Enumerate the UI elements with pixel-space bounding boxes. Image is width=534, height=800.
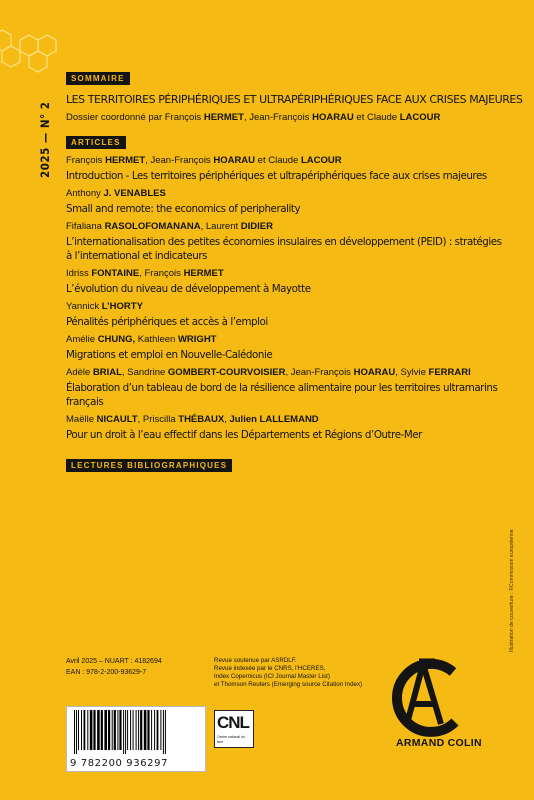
date-nuart: Avril 2025 – NUART : 4182694	[66, 658, 162, 665]
barcode-bar	[76, 710, 77, 754]
support-line: Revue soutenue par ASRDLF.	[214, 657, 297, 664]
article-title: Small and remote: the economics of peripherality	[66, 203, 301, 215]
article-authors: Yannick L’HORTY	[66, 301, 143, 312]
barcode-bar	[133, 710, 134, 750]
barcode-bar	[87, 710, 88, 750]
dossier-title: LES TERRITOIRES PÉRIPHÉRIQUES ET ULTRAPÉRIPHÉRIQUES FACE AUX CRISES MAJEURES	[66, 93, 523, 106]
issue-number: 2025 — N° 2	[38, 101, 52, 178]
barcode-bar	[104, 710, 107, 750]
article-entry	[66, 155, 506, 183]
article-authors: Anthony J. VENABLES	[66, 188, 166, 199]
article-entry	[66, 301, 506, 329]
barcode	[66, 706, 206, 772]
armand-colin-logo-icon	[383, 654, 473, 738]
barcode-bar	[130, 710, 131, 750]
barcode-bar	[140, 710, 142, 750]
table-of-contents	[66, 68, 523, 473]
publication-info	[66, 657, 162, 678]
barcode-bar	[101, 710, 103, 750]
barcode-bars	[72, 710, 200, 754]
article-title: Introduction - Les territoires périphériques et ultrapériphériques face aux crises majeures	[66, 170, 487, 182]
barcode-bar	[160, 710, 161, 750]
publisher-name: ARMAND COLIN	[396, 737, 482, 749]
article-entry	[66, 268, 506, 296]
barcode-bar	[144, 710, 147, 750]
barcode-bar	[165, 710, 166, 754]
article-entry	[66, 334, 506, 362]
barcode-bar	[127, 710, 128, 750]
barcode-bar	[125, 710, 126, 754]
article-entry	[66, 367, 506, 409]
support-line: Index Copernicus (ICI Journal Master List)	[214, 673, 330, 680]
article-title: Pénalités périphériques et accès à l’emploi	[66, 316, 268, 328]
article-title: L’évolution du niveau de développement à Mayotte	[66, 283, 311, 295]
barcode-bar	[163, 710, 164, 754]
article-title: L’internationalisation des petites économies insulaires en développement (PEID) : stratégies à l’international et indicateurs	[66, 236, 502, 262]
indexing-info	[214, 657, 384, 689]
support-line: et Thomson Reuters (Emerging source Citation Index)	[214, 681, 363, 688]
barcode-bar	[78, 710, 79, 750]
article-title: Migrations et emploi en Nouvelle-Calédonie	[66, 349, 273, 361]
article-entry	[66, 414, 506, 442]
cover-credit: Illustration de couverture : ©Commission européenne	[509, 529, 515, 652]
sommaire-label: SOMMAIRE	[66, 72, 130, 85]
barcode-bar	[84, 710, 86, 750]
barcode-bar	[117, 710, 118, 750]
article-entry	[66, 188, 506, 216]
article-entry	[66, 221, 506, 263]
article-list	[66, 155, 506, 442]
barcode-bar	[136, 710, 137, 750]
article-title: Élaboration d’un tableau de bord de la résilience alimentaire pour les territoires ultramarins français	[66, 382, 498, 408]
barcode-bar	[119, 710, 121, 750]
ean: EAN : 978-2-200-93629-7	[66, 668, 147, 676]
article-title: Pour un droit à l’eau effectif dans les Départements et Régions d’Outre-Mer	[66, 429, 422, 441]
dossier-coordinators: Dossier coordonné par François HERMET, Jean-François HOARAU et Claude LACOUR	[66, 112, 441, 123]
barcode-number: 9 782200 936297	[70, 758, 169, 769]
barcode-bar	[108, 710, 110, 750]
support-line: Revue indexée par le CNRS, l’HCERES,	[214, 665, 326, 672]
article-authors: Idriss FONTAINE, François HERMET	[66, 268, 224, 279]
barcode-bar	[90, 710, 93, 750]
barcode-bar	[93, 710, 95, 750]
barcode-bar	[154, 710, 155, 750]
barcode-bar	[112, 710, 113, 750]
cnl-logo: CNL Centre national du livre	[214, 710, 254, 748]
barcode-bar	[157, 710, 159, 750]
barcode-bar	[147, 710, 149, 750]
articles-label: ARTICLES	[66, 136, 126, 149]
barcode-bar	[138, 710, 139, 750]
article-authors: François HERMET, Jean-François HOARAU et Claude LACOUR	[66, 155, 342, 166]
article-authors: Amélie CHUNG, Kathleen WRIGHT	[66, 334, 217, 345]
barcode-bar	[123, 710, 124, 754]
barcode-bar	[97, 710, 100, 750]
barcode-bar	[74, 710, 75, 754]
lectures-label: LECTURES BIBLIOGRAPHIQUES	[66, 459, 232, 472]
article-authors: Fifaliana RASOLOFOMANANA, Laurent DIDIER	[66, 221, 273, 232]
article-authors: Maëlle NICAULT, Priscilla THÉBAUX, Julien LALLEMAND	[66, 414, 319, 425]
barcode-bar	[151, 710, 152, 750]
article-authors: Adèle BRIAL, Sandrine GOMBERT-COURVOISIER, Jean-François HOARAU, Sylvie FERRARI	[66, 367, 471, 378]
barcode-bar	[114, 710, 116, 750]
barcode-bar	[81, 710, 82, 750]
